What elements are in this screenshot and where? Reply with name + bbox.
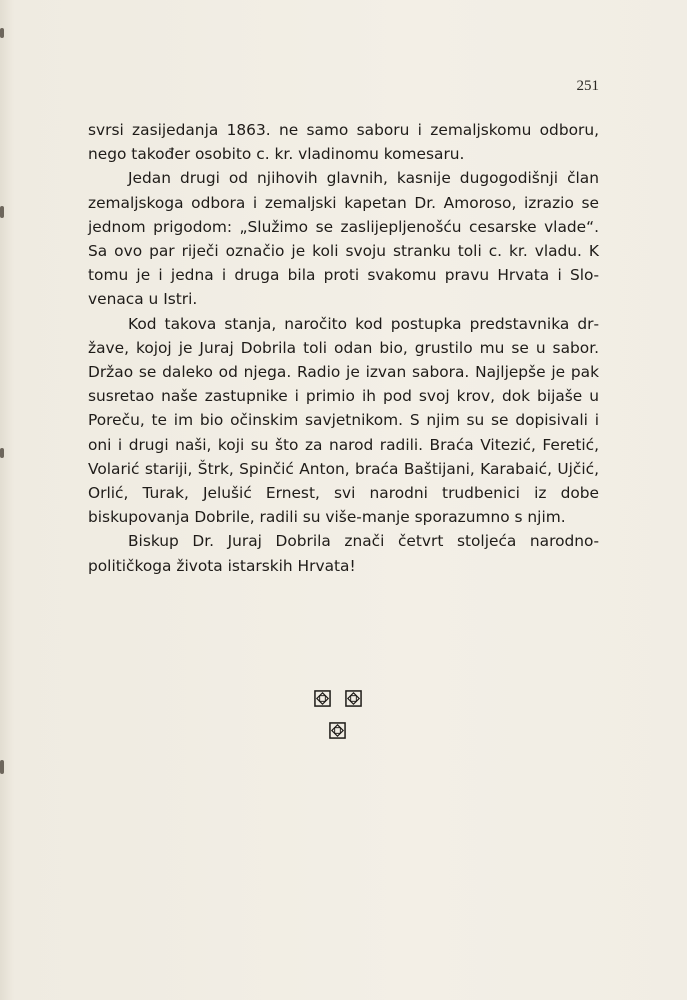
paragraph: svrsi zasijedanja 1863. ne samo saboru i zemaljskomu odboru, nego također osobito c. kr. vladinomu komesaru. [88, 121, 599, 164]
body-text [88, 118, 599, 578]
ornament-square-icon [314, 690, 331, 707]
square-knot-ornament-icon [313, 688, 373, 744]
page-edge-mark [0, 448, 4, 458]
paragraph: Jedan drugi od njihovih glavnih, kasnije dugogodišnji član zemaljskoga odbora i zemaljski kapetan Dr. Amoroso, izrazio se jednom prigodom: „Služimo se zaslijepljenošću cesarske vlade“. Sa ovo par riječi označio je koli svoju stranku toli c. kr. vladu. K tomu je i jedna i druga bila proti svakomu pravu Hrvata i Slovenaca u Istri. [88, 169, 599, 309]
page-edge-mark [0, 206, 4, 218]
ornament-square-icon [345, 690, 362, 707]
page-edge-mark [0, 28, 4, 38]
page-edge-mark [0, 760, 4, 774]
ornament-square-icon [329, 722, 346, 739]
page-number: 251 [576, 78, 599, 94]
paragraph: Biskup Dr. Juraj Dobrila znači četvrt stoljeća narodnopolitičkoga života istarskih Hrvata! [88, 532, 599, 575]
paragraph: Kod takova stanja, naročito kod postupka predstavnika države, kojoj je Juraj Dobrila toli odan bio, grustilo mu se u sabor. Držao se daleko od njega. Radio je izvan sabora. Najljepše je pak susretao naše zastupnike i primio ih pod svoj krov, dok bijaše u Poreču, te im bio očinskim savjetnikom. S njim su se dopisivali i oni i drugi naši, koji su što za narod radili. Braća Vitezić, Feretić, Volarić stariji, Štrk, Spinčić Anton, braća Baštijani, Karabaić, Ujčić, Orlić, Turak, Jelušić Ernest, svi narodni trudbenici iz dobe biskupovanja Dobrile, radili su više-manje sporazumno s njim. [88, 314, 599, 527]
